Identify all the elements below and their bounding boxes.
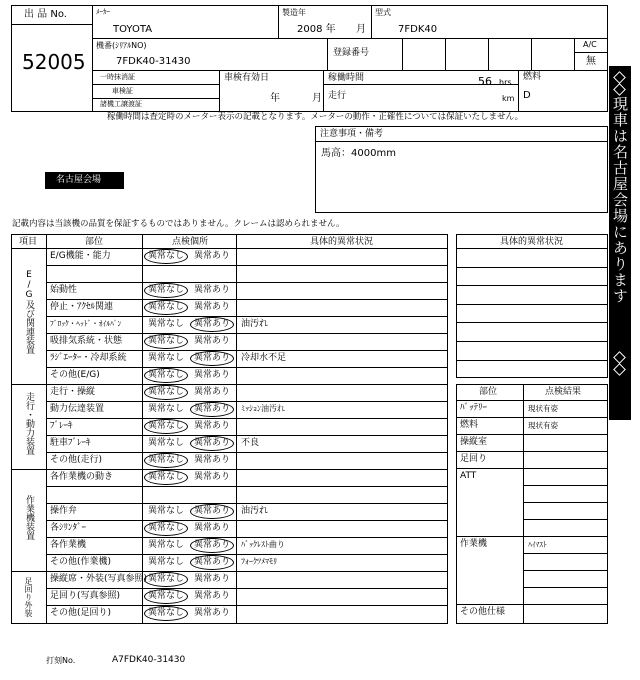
divider: [523, 384, 524, 624]
divider: [46, 452, 448, 453]
divider: [327, 38, 328, 70]
right-row-part: 操縦室: [460, 437, 488, 447]
hours-label: 稼働時間: [328, 73, 365, 83]
right-row-part: 燃料: [460, 420, 479, 430]
hours-unit: hrs: [499, 78, 512, 87]
row-part: 動力伝達装置: [50, 404, 105, 414]
divider: [456, 468, 608, 469]
option-abnormal[interactable]: 異常あり: [194, 472, 231, 482]
divider: [92, 70, 608, 71]
divider: [142, 234, 143, 624]
row-part: ﾌﾞﾛｯｸ・ﾍｯﾄﾞ・ｵｲﾙﾊﾟﾝ: [50, 319, 122, 328]
right-header-result: 点検結果: [545, 387, 582, 397]
header-detail: 具体的異常状況: [310, 237, 374, 247]
row-part: 停止・ｱｸｾﾙ関連: [50, 302, 114, 312]
inspection-label: 車検有効日: [224, 73, 270, 83]
km-unit: km: [502, 94, 515, 103]
option-abnormal[interactable]: 異常あり: [194, 285, 231, 295]
right-row-part: 足回り: [460, 454, 488, 464]
right-top-header: 具体的異常状況: [500, 237, 564, 247]
divider: [371, 5, 372, 38]
divider: [456, 604, 608, 605]
selected-circle-mark: [190, 402, 234, 417]
divider: [11, 469, 448, 470]
divider: [46, 554, 448, 555]
divider: [523, 502, 608, 503]
row-detail: 油汚れ: [241, 506, 269, 516]
option-normal[interactable]: 異常なし: [148, 353, 185, 363]
divider: [46, 401, 448, 402]
divider: [456, 322, 608, 323]
option-normal[interactable]: 異常なし: [148, 574, 185, 584]
row-part: その他(走行): [50, 455, 103, 465]
divider: [278, 5, 279, 38]
reg-label: 登録番号: [333, 48, 370, 58]
serial-value: 7FDK40-31430: [116, 56, 191, 67]
option-abnormal[interactable]: 異常あり: [194, 591, 231, 601]
divider: [315, 141, 608, 142]
divider: [92, 84, 219, 85]
divider: [456, 341, 608, 342]
row-part: 各ｼﾘﾝﾀﾞｰ: [50, 523, 87, 533]
option-normal[interactable]: 異常なし: [148, 421, 185, 431]
selected-circle-mark: [144, 572, 188, 587]
divider: [456, 451, 608, 452]
divider: [46, 537, 448, 538]
sub-row-label: 一時抹消証: [100, 73, 135, 81]
selected-circle-mark: [190, 538, 234, 553]
selected-circle-mark: [144, 368, 188, 383]
divider: [456, 248, 608, 249]
divider: [523, 553, 608, 554]
model-label: 型式: [375, 8, 391, 17]
divider: [236, 234, 237, 624]
category-label: 足回り外装: [24, 577, 33, 617]
divider: [46, 588, 448, 589]
header-item: 項目: [19, 237, 38, 247]
option-normal[interactable]: 異常なし: [148, 523, 185, 533]
divider: [523, 485, 608, 486]
option-normal[interactable]: 異常なし: [148, 370, 185, 380]
selected-circle-mark: [190, 504, 234, 519]
right-detail-box: [456, 234, 608, 378]
row-part: 各作業機の動き: [50, 472, 114, 482]
serial-label: 機番(ｼﾘｱﾙNO): [96, 41, 147, 50]
selected-circle-mark: [144, 385, 188, 400]
row-detail: 油汚れ: [241, 319, 269, 329]
option-normal[interactable]: 異常なし: [148, 608, 185, 618]
remarks-value: 馬高：4000mm: [321, 148, 396, 159]
option-abnormal[interactable]: 異常あり: [194, 319, 231, 329]
divider: [488, 38, 489, 70]
option-abnormal[interactable]: 異常あり: [194, 387, 231, 397]
divider: [574, 52, 608, 53]
divider: [46, 605, 448, 606]
year-value: 2008 年: [297, 24, 336, 35]
option-normal[interactable]: 異常なし: [148, 404, 185, 414]
option-abnormal[interactable]: 異常あり: [194, 608, 231, 618]
model-value: 7FDK40: [398, 24, 438, 35]
selected-circle-mark: [190, 436, 234, 451]
selected-circle-mark: [144, 300, 188, 315]
divider: [46, 503, 448, 504]
sub-row-label: 車検証: [112, 87, 133, 95]
hours-value: 56: [478, 75, 492, 88]
row-part: 操作弁: [50, 506, 78, 516]
divider: [46, 350, 448, 351]
row-part: 足回り(写真参照): [50, 591, 121, 601]
divider: [456, 434, 608, 435]
right-result-table: [456, 384, 608, 624]
option-normal[interactable]: 異常なし: [148, 557, 185, 567]
divider: [219, 70, 220, 112]
stamp-label: 打刻No.: [46, 656, 76, 665]
right-row-part: その他仕様: [460, 607, 506, 617]
divider: [11, 248, 448, 249]
divider: [46, 299, 448, 300]
divider: [92, 98, 219, 99]
option-normal[interactable]: 異常なし: [148, 506, 185, 516]
divider: [456, 400, 608, 401]
selected-circle-mark: [144, 419, 188, 434]
divider: [456, 360, 608, 361]
row-part: 吸排気系統・状態: [50, 336, 123, 346]
divider: [456, 267, 608, 268]
row-part: ﾗｼﾞｴｰﾀｰ・冷却系統: [50, 353, 127, 363]
right-row-result: ﾊｲﾏｽﾄ: [528, 540, 547, 549]
category-label: 作業機装置: [24, 495, 34, 540]
row-part: 各作業機: [50, 540, 87, 550]
selected-circle-mark: [144, 470, 188, 485]
header-check: 点検個所: [172, 237, 209, 247]
divider: [402, 38, 403, 70]
selected-circle-mark: [144, 521, 188, 536]
fuel-value: D: [523, 90, 531, 101]
row-part: その他(E/G): [50, 370, 100, 380]
remarks-box: [315, 126, 608, 213]
remarks-label: 注意事項・備考: [320, 129, 384, 139]
venue-badge-text: 名古屋会場: [56, 175, 102, 185]
option-normal[interactable]: 異常なし: [148, 472, 185, 482]
option-normal[interactable]: 異常なし: [148, 455, 185, 465]
fuel-label: 燃料: [523, 72, 542, 82]
option-abnormal[interactable]: 異常あり: [194, 353, 231, 363]
divider: [456, 304, 608, 305]
row-part: 駐車ﾌﾞﾚｰｷ: [50, 438, 91, 448]
option-abnormal[interactable]: 異常あり: [194, 251, 231, 261]
option-abnormal[interactable]: 異常あり: [194, 370, 231, 380]
option-normal[interactable]: 異常なし: [148, 302, 185, 312]
sidebar-text: 現車は名古屋会場にあります: [611, 96, 629, 304]
month-label: 月: [356, 24, 366, 35]
option-abnormal[interactable]: 異常あり: [194, 455, 231, 465]
divider: [456, 285, 608, 286]
right-row-part: 作業機: [460, 539, 488, 549]
row-part: 始動性: [50, 285, 78, 295]
inspection-year-unit: 年: [270, 93, 280, 104]
divider: [523, 587, 608, 588]
option-normal[interactable]: 異常なし: [148, 438, 185, 448]
selected-circle-mark: [144, 589, 188, 604]
row-part: 操縦席・外装(写真参照): [50, 574, 148, 584]
selected-circle-mark: [144, 283, 188, 298]
right-row-result: 現状有姿: [528, 421, 558, 430]
option-abnormal[interactable]: 異常あり: [194, 506, 231, 516]
right-row-part: ATT: [460, 471, 477, 481]
venue-badge: [45, 172, 124, 189]
ac-value: 無: [586, 56, 596, 67]
divider: [523, 570, 608, 571]
option-normal[interactable]: 異常なし: [148, 251, 185, 261]
option-normal[interactable]: 異常なし: [148, 591, 185, 601]
option-normal[interactable]: 異常なし: [148, 540, 185, 550]
right-row-part: ﾊﾞｯﾃﾘｰ: [460, 403, 488, 413]
option-normal[interactable]: 異常なし: [148, 387, 185, 397]
row-part: ﾌﾞﾚｰｷ: [50, 421, 73, 431]
divider: [46, 234, 47, 624]
divider: [46, 367, 448, 368]
divider: [46, 486, 448, 487]
option-normal[interactable]: 異常なし: [148, 285, 185, 295]
row-detail: ﾐｯｼｮﾝ油汚れ: [241, 404, 285, 413]
divider: [46, 265, 448, 266]
option-abnormal[interactable]: 異常あり: [194, 523, 231, 533]
divider: [456, 417, 608, 418]
selected-circle-mark: [144, 334, 188, 349]
maker-value: TOYOTA: [113, 24, 153, 35]
divider: [92, 5, 93, 112]
selected-circle-mark: [190, 317, 234, 332]
divider: [518, 70, 519, 112]
divider: [46, 435, 448, 436]
disclaimer: 記載内容は当該機の品質を保証するものではありません。クレームは認められません。: [12, 219, 345, 229]
divider: [323, 70, 324, 112]
divider: [11, 24, 92, 25]
option-abnormal[interactable]: 異常あり: [194, 540, 231, 550]
right-header-part: 部位: [479, 387, 498, 397]
divider: [46, 316, 448, 317]
option-normal[interactable]: 異常なし: [148, 319, 185, 329]
maker-label: ﾒｰｶｰ: [96, 8, 110, 16]
row-detail: 冷却水不足: [241, 353, 287, 363]
divider: [46, 418, 448, 419]
option-abnormal[interactable]: 異常あり: [194, 438, 231, 448]
right-row-result: 現状有姿: [528, 404, 558, 413]
row-detail: ﾌｫｰｸﾂﾒﾏﾓﾘ: [241, 557, 277, 566]
option-abnormal[interactable]: 異常あり: [194, 557, 231, 567]
category-label: 走行・動力装置: [24, 392, 34, 455]
inspection-month-unit: 月: [312, 93, 322, 104]
lot-number: 52005: [22, 50, 86, 74]
selected-circle-mark: [144, 606, 188, 621]
divider: [11, 384, 448, 385]
divider: [46, 333, 448, 334]
divider: [46, 282, 448, 283]
selected-circle-mark: [190, 555, 234, 570]
divider: [11, 571, 448, 572]
year-label: 製造年: [282, 8, 306, 17]
option-abnormal[interactable]: 異常あり: [194, 336, 231, 346]
option-normal[interactable]: 異常なし: [148, 336, 185, 346]
option-abnormal[interactable]: 異常あり: [194, 421, 231, 431]
ac-label: A/C: [583, 40, 597, 49]
selected-circle-mark: [144, 249, 188, 264]
option-abnormal[interactable]: 異常あり: [194, 302, 231, 312]
option-abnormal[interactable]: 異常あり: [194, 404, 231, 414]
divider: [46, 520, 448, 521]
row-part: E/G機能・能力: [50, 251, 111, 261]
row-part: その他(足回り): [50, 608, 112, 618]
row-part: その他(作業機): [50, 557, 112, 567]
travel-label: 走行: [328, 91, 347, 101]
stamp-value: A7FDK40-31430: [112, 655, 186, 665]
sub-row-label: 諸機工譲渡証: [100, 100, 142, 108]
hours-notice: 稼働時間は査定時のメーター表示の記載となります。メーターの動作・正確性については保証いたしません。: [107, 112, 524, 122]
divider: [445, 38, 446, 70]
selected-circle-mark: [190, 351, 234, 366]
row-part: 走行・操縦: [50, 387, 96, 397]
option-abnormal[interactable]: 異常あり: [194, 574, 231, 584]
divider: [523, 519, 608, 520]
divider: [574, 38, 575, 70]
row-detail: ﾊﾞｯｸﾚｽﾄ曲り: [241, 540, 285, 549]
lot-label: 出 品 No.: [24, 9, 67, 20]
category-label: E/G及び関連装置: [24, 270, 34, 354]
row-detail: 不良: [241, 438, 260, 448]
selected-circle-mark: [144, 453, 188, 468]
divider: [531, 38, 532, 70]
header-part: 部位: [85, 237, 104, 247]
divider: [456, 536, 608, 537]
